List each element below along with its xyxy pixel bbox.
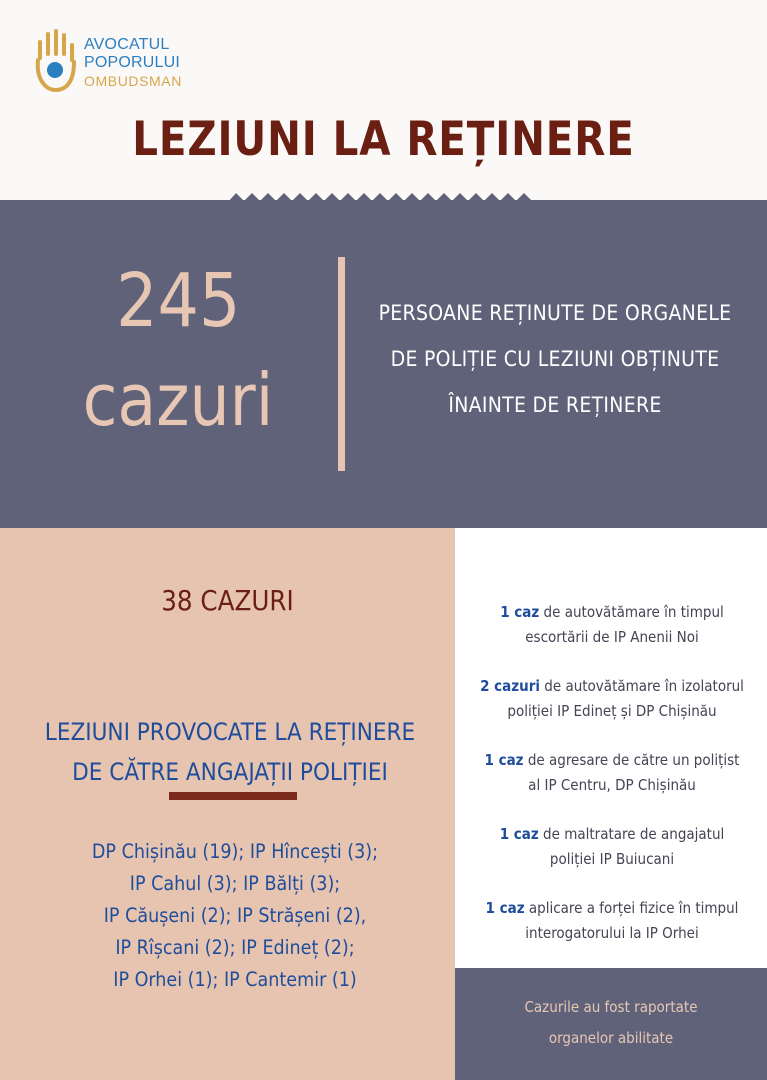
subtitle-line: DE CĂTRE ANGAJAȚII POLIȚIEI	[72, 758, 388, 786]
logo-line-1: AVOCATUL	[84, 36, 170, 53]
station-line: DP Chișinău (19); IP Hîncești (3);	[91, 840, 379, 863]
detention-panel	[0, 528, 455, 1080]
case-text: interogatorului la IP Orhei	[525, 924, 699, 942]
total-unit: cazuri	[82, 358, 274, 442]
station-line: IP Căușeni (2); IP Strășeni (2),	[103, 904, 367, 927]
summary-description	[370, 290, 740, 428]
logo-line-3: OMBUDSMAN	[84, 73, 182, 89]
station-line: IP Orhei (1); IP Cantemir (1)	[113, 968, 357, 991]
detention-subtitle	[20, 712, 440, 792]
case-count: 2 cazuri	[480, 677, 540, 695]
station-line: IP Rîșcani (2); IP Edineț (2);	[115, 936, 355, 959]
summary-line: DE POLIȚIE CU LEZIUNI OBȚINUTE	[390, 347, 720, 371]
case-text: de autovătămare în timpul	[539, 603, 724, 621]
accent-dash	[169, 792, 297, 800]
case-text: poliției IP Edineț și DP Chișinău	[507, 702, 717, 720]
case-item	[463, 748, 761, 798]
case-count: 1 caz	[484, 751, 524, 769]
case-count: 1 caz	[499, 825, 539, 843]
case-item	[463, 674, 761, 724]
case-count: 1 caz	[500, 603, 540, 621]
station-line: IP Cahul (3); IP Bălți (3);	[129, 872, 341, 895]
case-text: de autovătămare în izolatorul	[540, 677, 744, 695]
case-item	[463, 822, 761, 872]
zigzag-edge	[446, 782, 456, 972]
detention-count: 38 CAZURI	[161, 584, 294, 617]
total-count: 245	[116, 258, 241, 344]
divider-line	[338, 257, 345, 471]
summary-line: PERSOANE REȚINUTE DE ORGANELE	[378, 301, 732, 325]
page-title: LEZIUNI LA REȚINERE	[132, 112, 635, 167]
case-count: 1 caz	[485, 899, 525, 917]
summary-band	[0, 200, 767, 528]
footer-line: Cazurile au fost raportate	[524, 998, 698, 1016]
case-text: de agresare de către un polițist	[523, 751, 740, 769]
case-item	[463, 600, 761, 650]
case-text: al IP Centru, DP Chișinău	[528, 776, 696, 794]
subtitle-line: LEZIUNI PROVOCATE LA REȚINERE	[44, 718, 416, 746]
summary-line: ÎNAINTE DE REȚINERE	[448, 393, 662, 417]
logo-line-2: POPORULUI	[84, 54, 181, 71]
footer-note	[455, 968, 767, 1080]
hand-eye-icon	[32, 28, 78, 94]
case-text: escortării de IP Anenii Noi	[525, 628, 699, 646]
case-item	[463, 896, 761, 946]
logo	[32, 28, 232, 94]
case-text: aplicare a forței fizice în timpul	[524, 899, 739, 917]
police-stations-list	[20, 836, 450, 996]
case-text: de maltratare de angajatul	[538, 825, 725, 843]
footer-line: organelor abilitate	[548, 1029, 674, 1047]
case-text: poliției IP Buiucani	[549, 850, 675, 868]
